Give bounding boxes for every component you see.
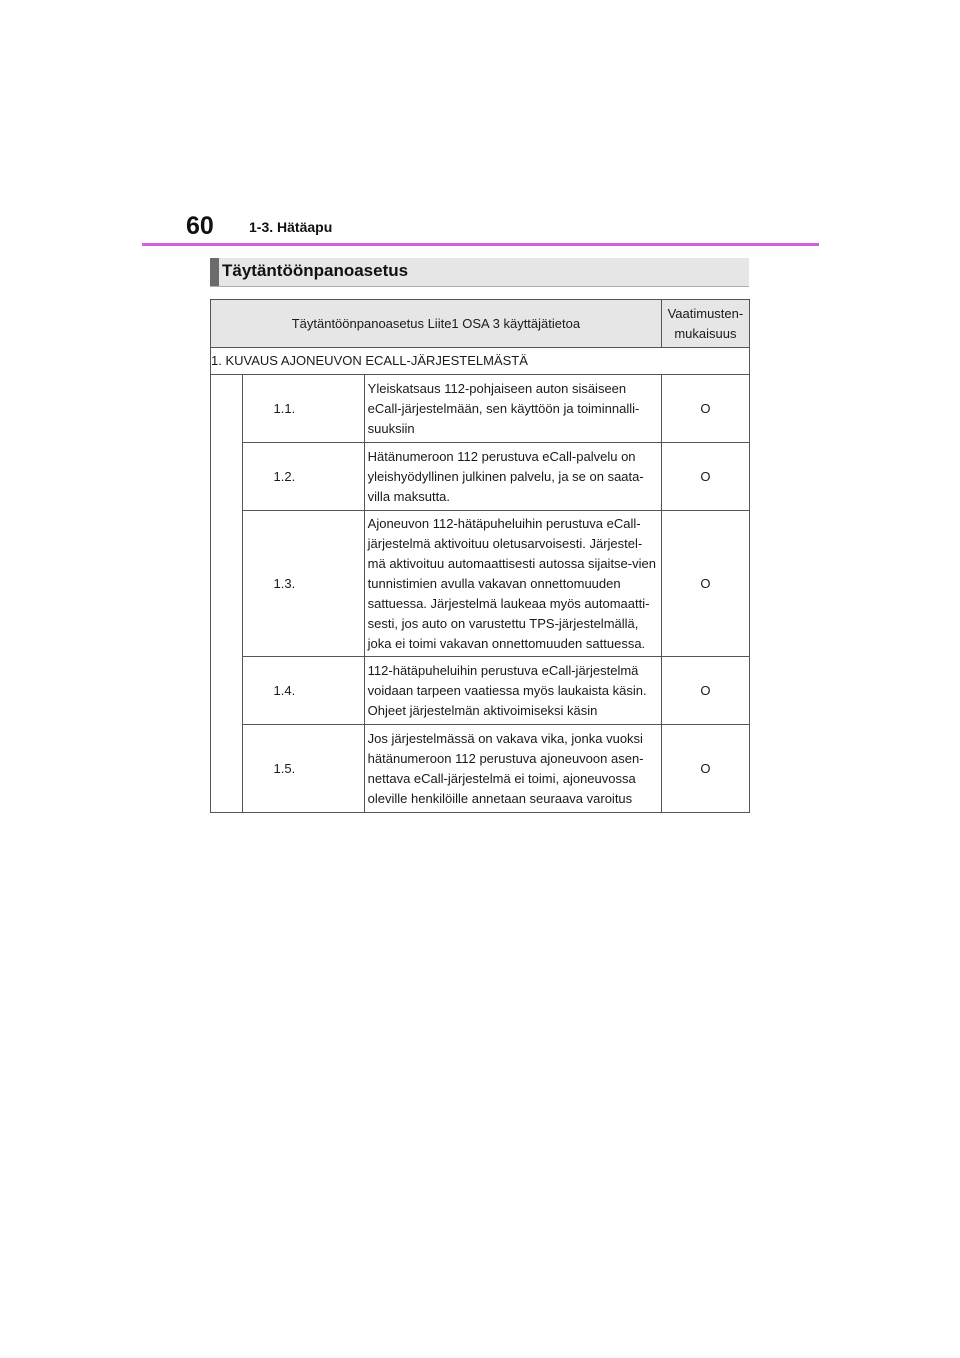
row-conformity: O <box>661 511 749 657</box>
heading-accent <box>210 258 219 286</box>
header-rule <box>142 243 819 246</box>
column-header-conformity-line1: Vaatimusten- <box>667 305 744 321</box>
table-row <box>211 443 750 511</box>
row-conformity: O <box>661 725 749 813</box>
table-row <box>211 375 750 443</box>
section-title: 1. KUVAUS AJONEUVON ECALL-JÄRJESTELMÄSTÄ <box>211 348 750 375</box>
row-conformity: O <box>661 657 749 725</box>
row-number: 1.5. <box>243 725 365 813</box>
section-heading: Täytäntöönpanoasetus <box>222 261 409 280</box>
page-number: 60 <box>186 212 214 240</box>
row-number: 1.3. <box>243 511 365 657</box>
table-header-row <box>211 300 750 348</box>
table-section-row <box>211 348 750 375</box>
row-number: 1.2. <box>243 443 365 511</box>
requirements-table <box>210 299 750 813</box>
section-heading-bar <box>210 258 749 287</box>
row-conformity: O <box>661 375 749 443</box>
row-text: Yleiskatsaus 112-pohjaiseen auton sisäiseen eCall-järjestelmään, sen käyttöön ja toiminnalli-suuksiin <box>364 375 661 443</box>
row-text: Ajoneuvon 112-hätäpuheluihin perustuva eCall-järjestelmä aktivoituu oletusarvoisesti. Järjestel-mä aktivoituu automaattisesti autossa sijaitse-vien tunnistimien avulla vakavan onnettomuuden sattuessa. Järjestelmä laukeaa myös automaatti-sesti, jos auto on varustettu TPS-järjestelmällä, joka ei toimi vakavan onnettomuuden sattuessa. <box>364 511 661 657</box>
section-label: 1-3. Hätäapu <box>249 219 333 235</box>
indent-cell <box>211 375 243 813</box>
table-row <box>211 511 750 657</box>
row-conformity: O <box>661 443 749 511</box>
column-header-conformity <box>661 300 749 348</box>
table-row <box>211 657 750 725</box>
column-header-conformity-line2: mukaisuus <box>674 325 737 341</box>
row-number: 1.4. <box>243 657 365 725</box>
column-header-main: Täytäntöönpanoasetus Liite1 OSA 3 käyttäjätietoa <box>211 300 662 348</box>
row-text: 112-hätäpuheluihin perustuva eCall-järjestelmä voidaan tarpeen vaatiessa myös laukaista käsin. Ohjeet järjestelmän aktivoimiseksi käsin <box>364 657 661 725</box>
row-text: Jos järjestelmässä on vakava vika, jonka vuoksi hätänumeroon 112 perustuva ajoneuvoon asen-nettava eCall-järjestelmä ei toimi, ajoneuvossa oleville henkilöille annetaan seuraava varoitus <box>364 725 661 813</box>
table-row <box>211 725 750 813</box>
row-number: 1.1. <box>243 375 365 443</box>
row-text: Hätänumeroon 112 perustuva eCall-palvelu on yleishyödyllinen julkinen palvelu, ja se on saata-villa maksutta. <box>364 443 661 511</box>
